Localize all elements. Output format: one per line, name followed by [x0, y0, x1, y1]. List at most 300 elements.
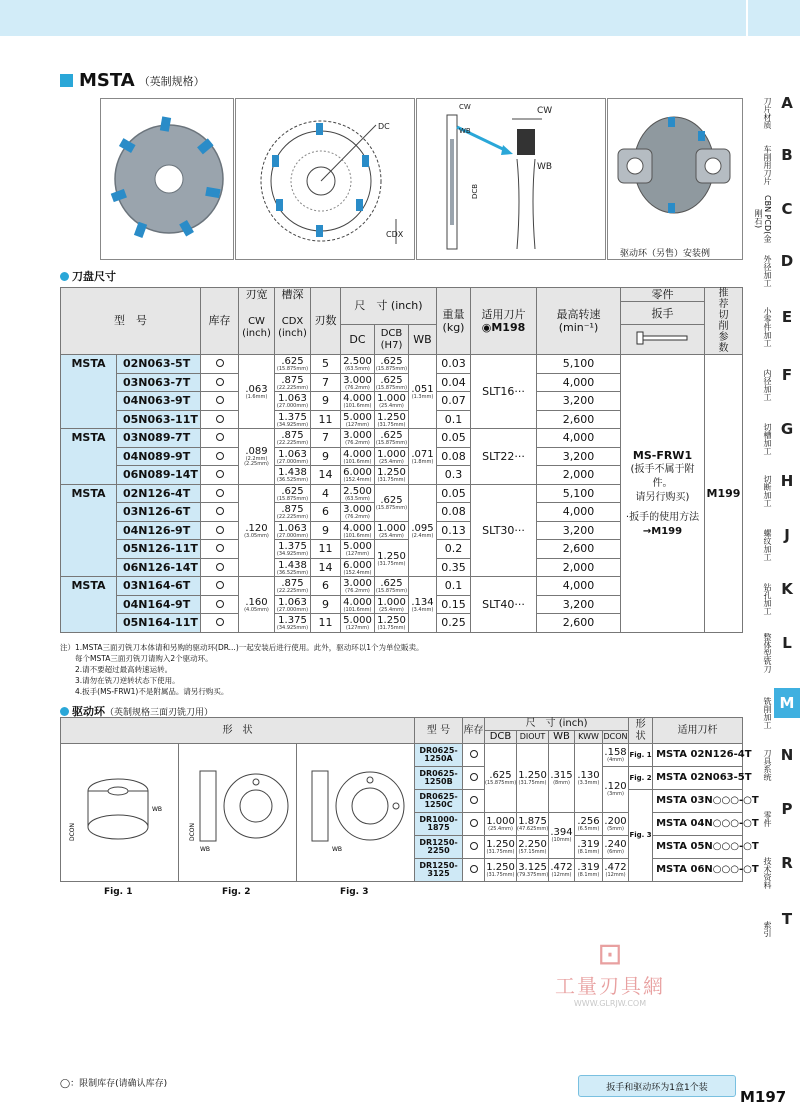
cw-cell: [239, 484, 275, 577]
sidebar-item-l[interactable]: [748, 628, 800, 680]
header-teeth: 刃数: [311, 288, 341, 355]
stock-cell: [201, 392, 239, 411]
series-cell: MSTA: [61, 355, 117, 429]
diout-cell: [517, 859, 549, 882]
header-dim2: 尺 寸 (inch): [485, 718, 629, 731]
label-cdx: CDX: [386, 230, 404, 239]
form-cell: Fig. 3: [629, 790, 653, 882]
val: .256: [577, 815, 600, 827]
watermark-logo-icon: ⊡: [597, 937, 623, 972]
dc-cell: [341, 373, 375, 392]
val: 1.000: [486, 815, 515, 827]
stock-cell: [201, 355, 239, 374]
val: .472: [604, 861, 627, 873]
rec-cell: M199: [705, 355, 743, 633]
mm: (6.5mm): [577, 825, 600, 832]
sidebar-item-c[interactable]: [748, 194, 800, 246]
cdx-value: .625: [281, 356, 304, 368]
sidebar-label: 零件: [763, 811, 772, 827]
sidebar-letter: N: [780, 746, 794, 764]
dr-model: DR0625-1250B: [415, 767, 463, 790]
sidebar-item-t[interactable]: [748, 904, 800, 956]
kww-cell: [575, 836, 603, 859]
header-form: [629, 718, 653, 744]
sidebar-letter: B: [781, 146, 793, 164]
dcb-mm: (15.875mm): [375, 505, 408, 511]
dcb-mm: (15.875mm): [375, 384, 408, 391]
tool-cell: MSTA 02N063-5T: [653, 767, 743, 790]
val: 1.250: [518, 769, 547, 781]
diout-cell: [517, 836, 549, 859]
wrench-note1: (扳手不属于附件。: [630, 463, 695, 489]
mm: (5mm): [607, 825, 624, 832]
wb-value: .071: [411, 448, 434, 460]
cdx-cell: [275, 373, 311, 392]
dr-model: DR1000-1875: [415, 813, 463, 836]
form-cell: Fig. 2: [629, 767, 653, 790]
teeth-cell: 5: [311, 355, 341, 374]
sidebar-letter: J: [784, 526, 790, 544]
sidebar-label: 切槽加工: [763, 423, 772, 455]
fig1-cell: [61, 744, 179, 882]
speed-cell: 2,600: [537, 410, 621, 429]
series-cell: MSTA: [61, 484, 117, 577]
cdx-cell: [275, 466, 311, 485]
top-banner-tab: [748, 0, 800, 36]
mm: (31.75mm): [518, 779, 547, 786]
diout-cell: [517, 744, 549, 813]
speed-cell: 4,000: [537, 429, 621, 448]
val: .200: [604, 815, 627, 827]
fig2-wb-label: WB: [199, 846, 210, 853]
teeth-cell: 14: [311, 466, 341, 485]
stock-circle-icon: [216, 396, 224, 404]
cdx-mm: (36.525mm): [276, 477, 309, 484]
weight-cell: 0.05: [437, 429, 471, 448]
speed-cell: 3,200: [537, 595, 621, 614]
table-row: [61, 355, 743, 374]
installation-caption: 驱动环（另售）安装例: [620, 249, 711, 259]
cdx-cell: [275, 503, 311, 522]
stock-circle-icon: [216, 433, 224, 441]
cdx-value: 1.063: [278, 596, 307, 608]
stock-cell: [463, 813, 485, 836]
wb-value: .134: [411, 596, 434, 608]
stock-cell: [201, 373, 239, 392]
dcb-value: .625: [380, 356, 403, 368]
stock-circle-icon: [216, 600, 224, 608]
dcb-mm: (15.875mm): [375, 366, 408, 373]
header-wrench: 扳手: [621, 302, 705, 325]
form-label: 形状: [635, 718, 646, 742]
speed-cell: 2,000: [537, 558, 621, 577]
wb-mm: (1.3mm): [411, 394, 434, 400]
speed-cell: 5,100: [537, 484, 621, 503]
teeth-cell: 9: [311, 595, 341, 614]
dc-cell: [341, 540, 375, 559]
cdx-mm: (15.875mm): [276, 495, 309, 502]
mm: (3.3mm): [577, 779, 600, 786]
note-line: 每个MSTA三面刃铣刀请购入2个驱动环。: [60, 654, 213, 663]
dc-mm: (101.6mm): [343, 532, 372, 539]
dc-cell: [341, 466, 375, 485]
kww-cell: [575, 859, 603, 882]
weight-cell: 0.1: [437, 577, 471, 596]
model-cell: 03N164-6T: [117, 577, 201, 596]
speed-cell: 2,000: [537, 466, 621, 485]
model-cell: 05N126-11T: [117, 540, 201, 559]
wrench-note2: 请另行购买): [635, 491, 690, 503]
wrench-ref: →M199: [642, 525, 683, 537]
sidebar-label: 技术资料: [763, 857, 772, 889]
wb-mm: (1.8mm): [411, 458, 434, 465]
cdx-mm: (27.000mm): [276, 458, 309, 465]
dc-cell: [341, 614, 375, 633]
mm: (15.875mm): [485, 779, 517, 786]
stock-cell: [201, 595, 239, 614]
teeth-cell: 6: [311, 503, 341, 522]
sidebar-item-m[interactable]: [748, 688, 800, 740]
cw-value: .063: [245, 384, 268, 395]
mm: (8.1mm): [577, 871, 600, 878]
title-main: MSTA: [79, 70, 135, 91]
cdx-mm: (27.000mm): [276, 606, 309, 613]
dcb-mm: (31.75mm): [377, 477, 406, 484]
dcb-cell: [375, 595, 409, 614]
cdx-mm: (15.875mm): [276, 366, 309, 373]
fig2-dcon-label: DCON: [188, 822, 196, 841]
cdx-value: .875: [281, 504, 304, 516]
fig2-drawing: [180, 751, 296, 871]
model-cell: 05N063-11T: [117, 410, 201, 429]
teeth-cell: 6: [311, 577, 341, 596]
sidebar-label: 索引: [763, 921, 772, 937]
header-cdx: 槽深: [275, 288, 311, 302]
mm: (79.375mm): [517, 871, 549, 878]
dcb-mm: (31.75mm): [377, 560, 406, 567]
sidebar-item-r[interactable]: [748, 848, 800, 900]
cw-unit: (inch): [242, 327, 271, 339]
weight-cell: 0.08: [437, 503, 471, 522]
weight-cell: 0.07: [437, 392, 471, 411]
dc-cell: [341, 447, 375, 466]
sidebar-item-f[interactable]: [748, 360, 800, 412]
dc-mm: (152.4mm): [343, 477, 372, 484]
teeth-cell: 7: [311, 429, 341, 448]
note-line: 注）1.MSTA三面刃铣刀本体请和另购的驱动环(DR...)一起安装后进行使用。此外，驱动环以1个为单位販卖。: [60, 643, 424, 652]
sidebar-label: 内径加工: [763, 369, 772, 401]
dcon-cell: [603, 744, 629, 767]
note-line: 2.请不要超过最高转速运转。: [60, 665, 173, 674]
val: .472: [550, 861, 573, 873]
stock-cell: [201, 447, 239, 466]
cdx-mm: (22.225mm): [276, 588, 309, 595]
dc-value: 6.000: [343, 559, 372, 571]
mm: (3mm): [607, 791, 624, 797]
label-wb-small: WB: [459, 127, 471, 135]
cdx-value: 1.063: [278, 522, 307, 534]
weight-cell: 0.08: [437, 447, 471, 466]
val: .315: [550, 769, 573, 781]
teeth-cell: 11: [311, 540, 341, 559]
wb-mm: (2.4mm): [411, 532, 434, 539]
dcb-cell: [485, 744, 517, 813]
stock-cell: [201, 577, 239, 596]
dc-value: 5.000: [343, 411, 372, 423]
fig1-dcon-label: DCON: [68, 822, 76, 841]
dc-mm: (76.2mm): [345, 440, 370, 447]
speed-unit: (min⁻¹): [558, 321, 599, 334]
dcon-cell: [603, 836, 629, 859]
section-bullet-icon: [60, 272, 69, 281]
cdx-cell: [275, 614, 311, 633]
val: .394: [550, 827, 573, 838]
sidebar-item-n[interactable]: [748, 740, 800, 792]
sidebar-letter: G: [780, 420, 794, 438]
dc-mm: (127mm): [345, 551, 370, 558]
cdx-sub: CDX: [281, 315, 304, 327]
dc-value: 4.000: [343, 448, 372, 460]
insert-label: 适用刀片: [481, 307, 526, 321]
speed-cell: 4,000: [537, 373, 621, 392]
sidebar-label: 刀具系统: [763, 749, 772, 781]
cdx-cell: [275, 410, 311, 429]
teeth-cell: 11: [311, 614, 341, 633]
stock-cell: [201, 614, 239, 633]
fig3-drawing: [298, 751, 414, 871]
model-cell: 04N126-9T: [117, 521, 201, 540]
sidebar-item-g[interactable]: [748, 414, 800, 466]
teeth-cell: 9: [311, 447, 341, 466]
teeth-cell: 7: [311, 373, 341, 392]
drive-ring-table: [60, 717, 759, 882]
page-number: M197: [740, 1088, 787, 1106]
dcb-value: .625: [380, 374, 403, 386]
cw-mm: (2.2mm): [245, 456, 268, 463]
header-dc: DC: [341, 325, 375, 355]
fig1-caption: Fig. 1: [104, 887, 133, 897]
header-dcon: DCON: [603, 731, 629, 744]
sidebar-label: 外径加工: [763, 255, 772, 287]
header-dimensions: 尺 寸 (inch): [341, 288, 437, 325]
insert-cell: SLT30···: [471, 484, 537, 577]
speed-cell: 3,200: [537, 392, 621, 411]
wb-cell: [409, 577, 437, 633]
wb-mm: (3.4mm): [411, 606, 434, 613]
label-dc: DC: [378, 122, 390, 131]
weight-cell: 0.03: [437, 355, 471, 374]
dr-model: DR1250-2250: [415, 836, 463, 859]
side-profile-image: [417, 99, 605, 259]
stock-circle-icon: [470, 750, 478, 758]
cw-mm: (3.05mm): [244, 532, 269, 539]
dc-value: 3.000: [343, 504, 372, 516]
model-cell: 04N164-9T: [117, 595, 201, 614]
top-banner: [0, 0, 746, 36]
sidebar-label: CBN PCD(金刚石): [754, 195, 772, 243]
cdx-cell: [275, 577, 311, 596]
dcon-cell: [603, 813, 629, 836]
dcb-mm: (25.4mm): [379, 403, 404, 410]
stock-circle-icon: [470, 819, 478, 827]
cdx-value: .875: [281, 430, 304, 442]
model-cell: 06N126-14T: [117, 558, 201, 577]
cw-value: .120: [245, 522, 268, 534]
label-wb: WB: [537, 162, 553, 172]
insert-cell: SLT16···: [471, 355, 537, 429]
sidebar-label: 铣削加工: [763, 697, 772, 729]
cdx-cell: [275, 429, 311, 448]
mm: (12mm): [551, 871, 572, 878]
dcb-cell: [375, 447, 409, 466]
sidebar-item-j[interactable]: [748, 520, 800, 572]
dcb-mm: (25.4mm): [379, 606, 404, 613]
sidebar-letter: M: [774, 688, 800, 718]
dr-model: DR0625-1250A: [415, 744, 463, 767]
teeth-cell: 9: [311, 521, 341, 540]
dcb-value: 1.250: [377, 615, 406, 627]
dcb-cell: [375, 577, 409, 596]
dr-model: DR1250-3125: [415, 859, 463, 882]
dr-model: DR0625-1250C: [415, 790, 463, 813]
sidebar-label: 车削用刀片: [763, 145, 772, 185]
cdx-cell: [275, 392, 311, 411]
val: .319: [577, 861, 600, 873]
watermark-text: 工量刃具網: [555, 974, 665, 998]
cutter-image: [101, 99, 233, 259]
rec-label: 推荐切削参数: [718, 288, 729, 354]
model-cell: 04N089-9T: [117, 447, 201, 466]
dcb-cell: [375, 355, 409, 374]
dc-value: 6.000: [343, 467, 372, 479]
mm: (25.4mm): [488, 825, 513, 832]
dc-cell: [341, 558, 375, 577]
mm: (12mm): [605, 871, 626, 878]
packaging-note: 扳手和驱动环为1盒1个装: [578, 1075, 736, 1097]
kww-cell: [575, 813, 603, 836]
dcb-cell: [485, 813, 517, 836]
mm: (47.625mm): [517, 825, 549, 832]
dcb-cell: [375, 429, 409, 448]
watermark-url: WWW.GLRJW.COM: [573, 999, 647, 1008]
val: .319: [577, 838, 600, 850]
sidebar-item-h[interactable]: [748, 466, 800, 518]
dc-mm: (101.6mm): [343, 403, 372, 410]
header-recommended: [705, 288, 743, 355]
weight-cell: 0.25: [437, 614, 471, 633]
sidebar-item-k[interactable]: [748, 574, 800, 626]
header-tool: 适用刀杆: [653, 718, 743, 744]
dc-value: 5.000: [343, 615, 372, 627]
wb-value: .095: [411, 522, 434, 534]
speed-cell: 3,200: [537, 521, 621, 540]
val: 3.125: [518, 861, 547, 873]
speed-cell: 2,600: [537, 540, 621, 559]
sidebar-item-p[interactable]: [748, 794, 800, 846]
note-line: 4.扳手(MS-FRW1)不是附属品。请另行购买。: [60, 687, 229, 696]
dcb-mm: (31.75mm): [377, 421, 406, 428]
dc-mm: (127mm): [345, 421, 370, 428]
sidebar-letter: H: [780, 472, 794, 490]
stock-cell: [463, 744, 485, 767]
model-cell: 02N063-5T: [117, 355, 201, 374]
val: 1.250: [486, 861, 515, 873]
insert-ref: M198: [491, 321, 526, 334]
series-cell: MSTA: [61, 577, 117, 633]
sidebar-letter: R: [781, 854, 793, 872]
fig2-caption: Fig. 2: [222, 887, 251, 897]
wrench-note3: ·扳手的使用方法: [625, 511, 700, 523]
stock-cell: [201, 540, 239, 559]
cw-cell: [239, 429, 275, 485]
cdx-cell: [275, 484, 311, 503]
dc-cell: [341, 577, 375, 596]
cdx-cell: [275, 355, 311, 374]
dc-value: 4.000: [343, 596, 372, 608]
stock-cell: [201, 521, 239, 540]
dc-mm: (152.4mm): [343, 569, 372, 576]
dcon-cell: [603, 859, 629, 882]
dcb-value: .625: [380, 495, 403, 506]
dc-mm: (76.2mm): [345, 514, 370, 521]
dcb-value: 1.000: [377, 448, 406, 460]
title-subtitle: （英制规格）: [138, 74, 205, 88]
val: .130: [577, 769, 600, 781]
header-cw: 刃宽: [239, 288, 275, 302]
sidebar-item-a[interactable]: [748, 88, 800, 140]
wb-cell: [409, 355, 437, 429]
stock-circle-icon: [216, 581, 224, 589]
cutter-photo: [100, 98, 234, 260]
weight-cell: 0.05: [437, 484, 471, 503]
cw-mm: (1.6mm): [245, 394, 268, 400]
mm: (31.75mm): [486, 871, 515, 878]
mm: (57.15mm): [518, 848, 547, 855]
header-stock2: 库存: [463, 718, 485, 744]
installation-image: [608, 99, 742, 239]
stock-circle-icon: [216, 526, 224, 534]
sidebar-letter: C: [781, 200, 793, 218]
sidebar-item-d[interactable]: [748, 246, 800, 298]
stock-cell: [201, 466, 239, 485]
stock-circle-icon: [216, 507, 224, 515]
weight-cell: 0.1: [437, 410, 471, 429]
speed-cell: 4,000: [537, 503, 621, 522]
sidebar-item-e[interactable]: [748, 302, 800, 354]
notes-block: [60, 642, 424, 697]
weight-cell: 0.13: [437, 521, 471, 540]
dc-value: 3.000: [343, 578, 372, 590]
wrench-icon: [633, 329, 693, 347]
weight-label: 重量: [442, 307, 465, 321]
cdx-value: 1.063: [278, 448, 307, 460]
stock-circle-icon: [216, 470, 224, 478]
cdx-value: 1.375: [278, 615, 307, 627]
cdx-mm: (22.225mm): [276, 514, 309, 521]
cdx-value: 1.375: [278, 411, 307, 423]
speed-label: 最高转速: [556, 307, 601, 321]
model-cell: 03N089-7T: [117, 429, 201, 448]
cw-cell: [239, 577, 275, 633]
stock-circle-icon: [216, 544, 224, 552]
installation-photo: [607, 98, 743, 260]
cdx-mm: (22.225mm): [276, 440, 309, 447]
sidebar-item-b[interactable]: [748, 140, 800, 192]
sidebar-letter: D: [780, 252, 794, 270]
cw-mm: (4.05mm): [244, 606, 269, 613]
model-cell: 03N063-7T: [117, 373, 201, 392]
dc-value: 3.000: [343, 374, 372, 386]
